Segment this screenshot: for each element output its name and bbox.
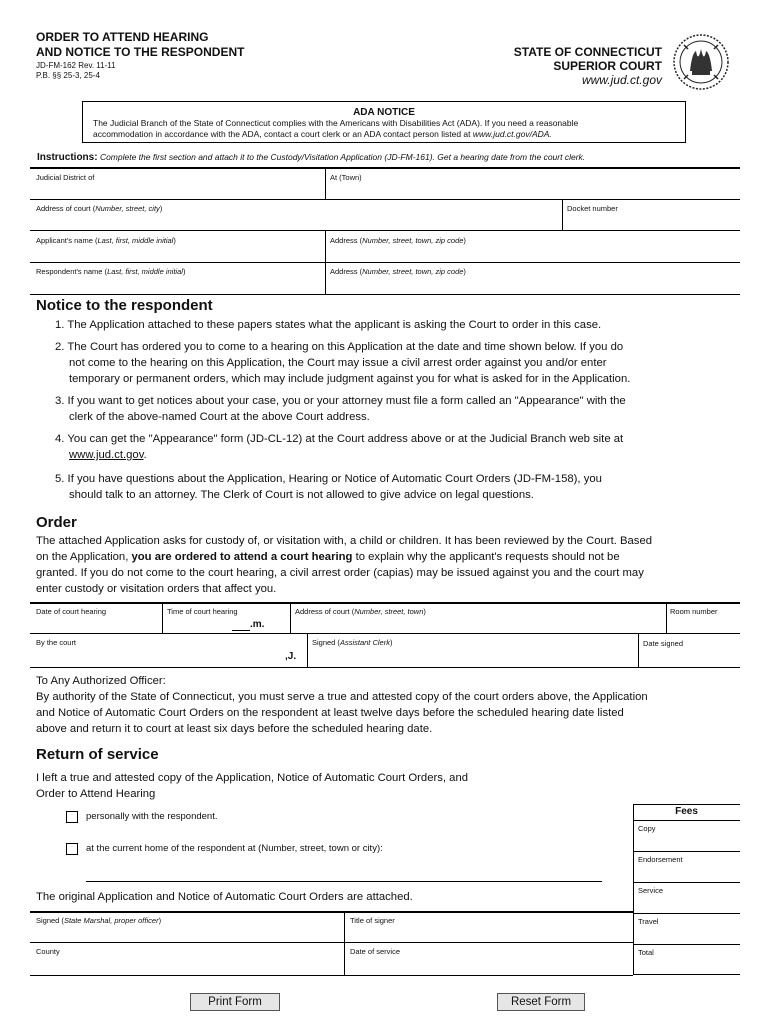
fees-line (633, 882, 740, 883)
notice-item-2: 2. The Court has ordered you to come to a hearing on this Application at the date and time shown below. If you do not come to the hearing on this Application, the Court may issue a civil arrest order against you and/or enter temporary or permanent orders, which may include judgment against you for what is asked for in the Application. (55, 341, 631, 385)
fee-total-field[interactable]: Total (638, 948, 654, 957)
fees-line (633, 913, 740, 914)
fee-travel-field[interactable]: Travel (638, 917, 659, 926)
personally-label: personally with the respondent. (86, 811, 218, 822)
grid-divider (638, 633, 639, 667)
fees-heading: Fees (675, 806, 698, 817)
court-name: SUPERIOR COURT (553, 59, 662, 73)
order-heading: Order (36, 514, 77, 531)
grid-divider (325, 167, 326, 199)
grid-line (30, 294, 740, 295)
grid-divider (344, 911, 345, 975)
title-of-signer-field[interactable]: Title of signer (350, 916, 395, 925)
reset-form-button[interactable]: Reset Form (497, 993, 585, 1011)
fee-copy-field[interactable]: Copy (638, 824, 656, 833)
respondent-address-field[interactable]: Address (Number, street, town, zip code) (330, 267, 466, 276)
grid-line (30, 199, 740, 200)
date-of-service-field[interactable]: Date of service (350, 947, 401, 956)
instructions-label: Instructions: (37, 152, 98, 163)
grid-line (30, 975, 633, 976)
by-the-court-field[interactable]: By the court (36, 638, 77, 647)
order-emphasis: you are ordered to attend a court hearing (131, 551, 353, 563)
grid-line (30, 667, 740, 668)
home-label: at the current home of the respondent at (Number, street, town or city): (86, 843, 383, 854)
ada-heading: ADA NOTICE (353, 107, 415, 118)
respondent-name-field[interactable]: Respondent's name (Last, first, middle initial) (36, 267, 186, 276)
grid-top-border (30, 167, 740, 169)
return-heading: Return of service (36, 746, 159, 763)
notice-item-1: 1. The Application attached to these papers states what the applicant is asking the Court to order in this case. (55, 319, 602, 331)
return-intro: I left a true and attested copy of the Application, Notice of Automatic Court Orders, and Order to Attend Hearing (36, 772, 469, 800)
judicial-district-field[interactable]: Judicial District of (36, 173, 95, 182)
return-grid-top (30, 911, 633, 913)
grid-line (30, 230, 740, 231)
grid-divider (290, 602, 291, 633)
ada-text (83, 118, 685, 140)
grid-line (30, 633, 740, 634)
order-text: The attached Application asks for custody of, or visitation with, a child or children. It has been reviewed by the Court. Based on the Application, you are ordered to attend a court hearing to explain why the applicant's requests should not be granted. If you do not come to the court hearing, a civil arrest order (capias) may be issued against you and the court may enter custody or visitation orders that affect you. (36, 535, 653, 595)
fees-line (633, 820, 740, 821)
grid-divider (325, 230, 326, 294)
attached-statement: The original Application and Notice of Automatic Court Orders are attached. (36, 891, 413, 903)
applicant-address-field[interactable]: Address (Number, street, town, zip code) (330, 236, 466, 245)
personally-checkbox[interactable] (66, 811, 78, 823)
ada-text-line1: The Judicial Branch of the State of Connecticut complies with the Americans with Disabilities Act (ADA). If you need a reasonable (93, 118, 579, 128)
officer-text: To Any Authorized Officer: By authority of the State of Connecticut, you must serve a true and attested copy of the court orders above, the Application and Notice of Automatic Court Orders on the respondent at least twelve days before the scheduled hearing date listed above and return it to court at least six days before the scheduled hearing date. (36, 675, 648, 735)
home-checkbox[interactable] (66, 843, 78, 855)
notice-heading: Notice to the respondent (36, 297, 213, 314)
fees-line (633, 851, 740, 852)
form-title-line2: AND NOTICE TO THE RESPONDENT (36, 45, 245, 59)
hearing-date-field[interactable]: Date of court hearing (36, 607, 107, 616)
notice-item-4: 4. You can get the "Appearance" form (JD-CL-12) at the Court address above or at the Judicial Branch web site at www.jud.ct.gov. (55, 433, 624, 461)
form-number: JD-FM-162 Rev. 11-11 (36, 61, 116, 70)
hearing-address-field[interactable]: Address of court (Number, street, town) (295, 607, 426, 616)
county-field[interactable]: County (36, 947, 60, 956)
date-signed-field[interactable]: Date signed (643, 639, 684, 648)
fees-line (633, 944, 740, 945)
at-town-field[interactable]: At (Town) (330, 173, 362, 182)
grid-divider (162, 602, 163, 633)
state-seal-icon (672, 33, 730, 91)
grid-line (30, 942, 633, 943)
grid-line (30, 262, 740, 263)
fee-endorsement-field[interactable]: Endorsement (638, 855, 683, 864)
time-suffix: .m. (250, 619, 265, 630)
statute-reference: P.B. §§ 25-3, 25-4 (36, 71, 100, 80)
instructions (37, 152, 585, 163)
grid-divider (562, 199, 563, 230)
hearing-time-field[interactable]: Time of court hearing (167, 607, 238, 616)
clerk-signature-field[interactable]: Signed (Assistant Clerk) (312, 638, 393, 647)
home-address-line[interactable] (86, 881, 602, 882)
room-number-field[interactable]: Room number (670, 607, 718, 616)
ada-notice-box (82, 101, 686, 143)
hearing-grid-top (30, 602, 740, 604)
print-form-button[interactable]: Print Form (190, 993, 280, 1011)
judge-suffix: ,J. (285, 651, 297, 662)
ada-link[interactable]: www.jud.ct.gov/ADA. (472, 129, 552, 139)
fee-service-field[interactable]: Service (638, 886, 664, 895)
court-address-field[interactable]: Address of court (Number, street, city) (36, 204, 163, 213)
marshal-signature-field[interactable]: Signed (State Marshal, proper officer) (36, 916, 162, 925)
grid-divider (666, 602, 667, 633)
instructions-text: Complete the first section and attach it to the Custody/Visitation Application (JD-FM-161). Get a hearing date from the court clerk. (99, 152, 586, 162)
time-blank[interactable] (232, 618, 250, 631)
ada-text-line2: accommodation in accordance with the ADA, contact a court clerk or an ADA contact person listed at (93, 129, 471, 139)
notice-item-3: 3. If you want to get notices about your case, you or your attorney must file a form called an "Appearance" with the clerk of the above-named Court at the above Court address. (55, 395, 626, 423)
grid-divider (307, 633, 308, 667)
docket-number-field[interactable]: Docket number (567, 204, 618, 213)
form-title-line1: ORDER TO ATTEND HEARING (36, 30, 209, 44)
state-name: STATE OF CONNECTICUT (513, 45, 662, 59)
website: www.jud.ct.gov (581, 73, 662, 87)
applicant-name-field[interactable]: Applicant's name (Last, first, middle initial) (36, 236, 176, 245)
jud-website-link[interactable]: www.jud.ct.gov (69, 449, 144, 461)
notice-item-5: 5. If you have questions about the Application, Hearing or Notice of Automatic Court Orders (JD-FM-158), you should talk to an attorney. The Clerk of Court is not allowed to give advice on legal questions. (55, 473, 602, 501)
